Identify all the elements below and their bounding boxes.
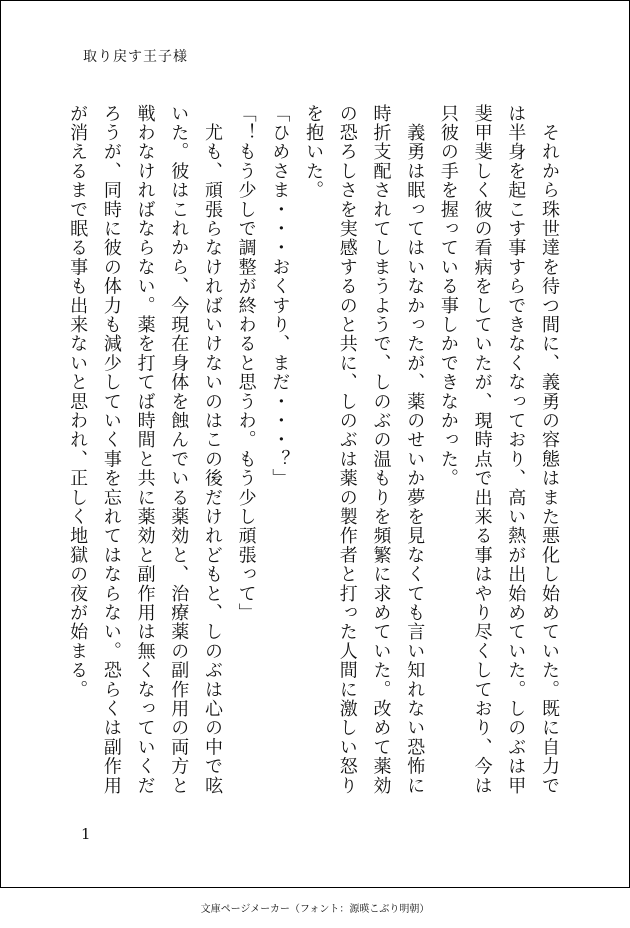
text-line: 只彼の手を握っている事しかできなかった。 [437, 104, 459, 488]
text-line: 尤も、頑張らなければいけないのはこの後だけれどもと、しのぶは心の中で呟 [201, 104, 223, 796]
body-text [60, 104, 566, 794]
text-line: を抱いた。 [303, 104, 325, 200]
text-line: 時折支配されてしまうようで、しのぶの温もりを頻繁に求めていた。改めて薬効 [370, 104, 392, 796]
text-line: ろうが、同時に彼の体力も減少していく事を忘れてはならない。恐らくは副作用 [100, 104, 122, 796]
page-number: 1 [81, 825, 91, 843]
text-line: は半身を起こす事すらできなくなっており、高い熱が出始めていた。しのぶは甲 [505, 104, 527, 796]
text-line: 「！もう少しで調整が終わると思うわ。もう少し頑張って」 [235, 104, 257, 623]
text-line: が消えるまで眠る事も出来ないと思われ、正しく地獄の夜が始まる。 [67, 104, 89, 700]
text-line: いた。彼はこれから、今現在身体を蝕んでいる薬効と、治療薬の副作用の両方と [168, 104, 190, 796]
text-line: 戦わなければならない。薬を打てば時間と共に薬効と副作用は無くなっていくだ [134, 104, 156, 796]
text-line: 義勇は眠ってはいなかったが、薬のせいか夢を見なくても言い知れない恐怖に [404, 104, 426, 796]
text-line: それから珠世達を待つ間に、義勇の容態はまた悪化し始めていた。既に自力で [539, 104, 560, 796]
text-line: の恐ろしさを実感するのと共に、しのぶは薬の製作者と打った人間に激しい怒り [336, 104, 358, 796]
text-line: 「ひめさま・・・おくすり、まだ・・・？」 [269, 104, 291, 488]
footer-credit: 文庫ページメーカー（フォント：源暎こぶり明朝） [200, 904, 430, 915]
text-line: 斐甲斐しく彼の看病をしていたが、現時点で出来る事はやり尽くしており、今は [471, 104, 493, 796]
page-title: 取り戻す王子様 [83, 49, 188, 65]
